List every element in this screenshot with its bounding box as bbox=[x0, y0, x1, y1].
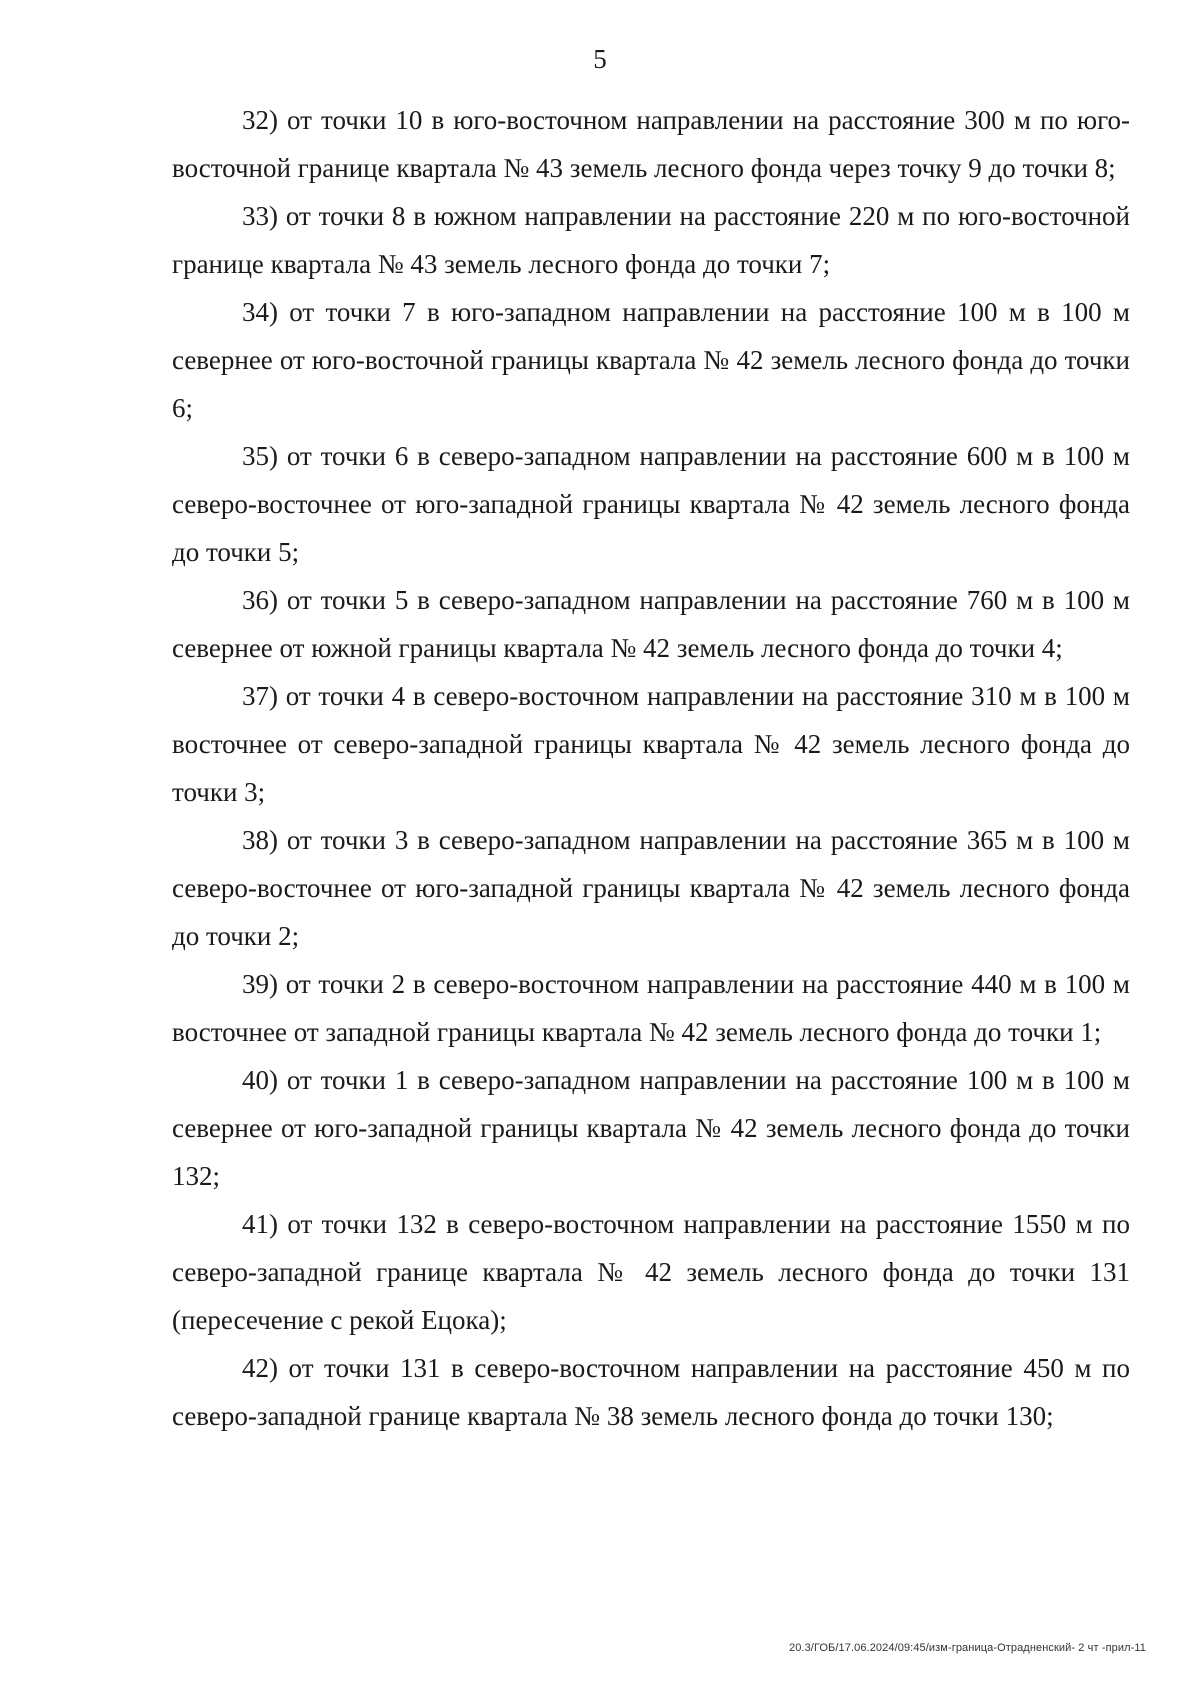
paragraph-33: 33) от точки 8 в южном направлении на расстояние 220 м по юго-восточной границе квартала № 43 земель лесного фонда до точки 7; bbox=[172, 201, 1130, 279]
document-footer-code: 20.3/ГОБ/17.06.2024/09:45/изм-граница-Отрадненский- 2 чт -прил-11 bbox=[788, 1642, 1146, 1654]
paragraph-37: 37) от точки 4 в северо-восточном направлении на расстояние 310 м в 100 м восточнее от северо-западной границы квартала № 42 земель лесного фонда до точки 3; bbox=[172, 681, 1130, 807]
page-number: 5 bbox=[593, 44, 607, 74]
paragraph-35: 35) от точки 6 в северо-западном направлении на расстояние 600 м в 100 м северо-восточнее от юго-западной границы квартала № 42 земель лесного фонда до точки 5; bbox=[172, 441, 1130, 567]
paragraph-36: 36) от точки 5 в северо-западном направлении на расстояние 760 м в 100 м севернее от южной границы квартала № 42 земель лесного фонда до точки 4; bbox=[172, 585, 1130, 663]
paragraph-34: 34) от точки 7 в юго-западном направлении на расстояние 100 м в 100 м севернее от юго-восточной границы квартала № 42 земель лесного фонда до точки 6; bbox=[172, 297, 1130, 423]
paragraph-32: 32) от точки 10 в юго-восточном направлении на расстояние 300 м по юго-восточной границе квартала № 43 земель лесного фонда через точку 9 до точки 8; bbox=[172, 105, 1130, 183]
paragraph-42: 42) от точки 131 в северо-восточном направлении на расстояние 450 м по северо-западной границе квартала № 38 земель лесного фонда до точки 130; bbox=[172, 1353, 1130, 1431]
document-body bbox=[172, 96, 1130, 1440]
paragraph-40: 40) от точки 1 в северо-западном направлении на расстояние 100 м в 100 м севернее от юго-западной границы квартала № 42 земель лесного фонда до точки 132; bbox=[172, 1065, 1130, 1191]
paragraph-41: 41) от точки 132 в северо-восточном направлении на расстояние 1550 м по северо-западной границе квартала № 42 земель лесного фонда до точки 131 (пересечение с рекой Ецока); bbox=[172, 1209, 1130, 1335]
paragraph-39: 39) от точки 2 в северо-восточном направлении на расстояние 440 м в 100 м восточнее от западной границы квартала № 42 земель лесного фонда до точки 1; bbox=[172, 969, 1130, 1047]
paragraph-38: 38) от точки 3 в северо-западном направлении на расстояние 365 м в 100 м северо-восточнее от юго-западной границы квартала № 42 земель лесного фонда до точки 2; bbox=[172, 825, 1130, 951]
